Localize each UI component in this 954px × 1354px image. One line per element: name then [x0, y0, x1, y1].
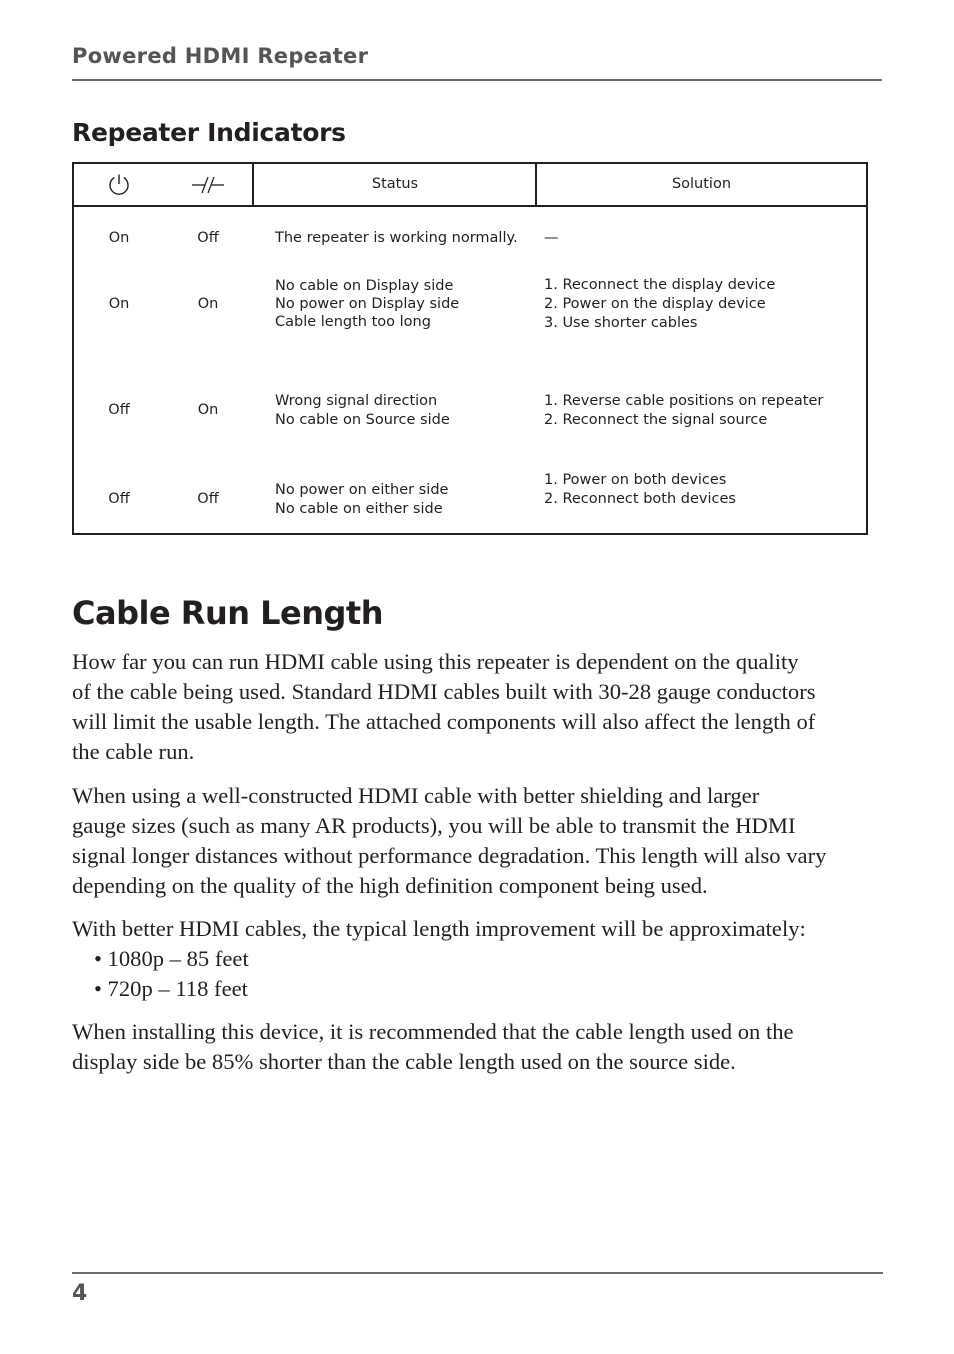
text-line: will limit the usable length. The attached components will also affect the length of — [72, 709, 816, 734]
text-line: How far you can run HDMI cable using this repeater is dependent on the quality — [72, 649, 799, 674]
solution-line: 3. Use shorter cables — [544, 315, 698, 331]
running-header: Powered HDMI Repeater — [72, 44, 369, 68]
header-rule — [72, 79, 882, 81]
link-state: Off — [197, 491, 219, 507]
power-state: Off — [108, 402, 130, 418]
solution-line: 1. Reconnect the display device — [544, 277, 776, 293]
indicator-table — [72, 162, 868, 535]
page-heading: Cable Run Length — [72, 594, 383, 632]
solution-line: — — [544, 230, 559, 246]
text-line: When using a well-constructed HDMI cable with better shielding and larger — [72, 783, 760, 808]
text-line: gauge sizes (such as many AR products), you will be able to transmit the HDMI — [72, 813, 796, 838]
list-item: • 720p – 118 feet — [94, 976, 248, 1001]
status-line: No cable on Display side — [275, 278, 454, 294]
solution-header: Solution — [671, 176, 732, 192]
status-line: No power on either side — [275, 482, 449, 498]
link-state: On — [197, 402, 219, 418]
status-header: Status — [371, 176, 419, 192]
text-line: the cable run. — [72, 739, 195, 764]
footer-rule — [72, 1272, 883, 1274]
solution-line: 2. Reconnect the signal source — [544, 412, 768, 428]
link-status-icon — [163, 164, 253, 205]
power-state: On — [108, 296, 130, 312]
section-heading: Repeater Indicators — [72, 118, 346, 147]
status-line: Cable length too long — [275, 314, 431, 330]
solution-line: 1. Reverse cable positions on repeater — [544, 393, 824, 409]
solution-line: 2. Power on the display device — [544, 296, 766, 312]
text-line: With better HDMI cables, the typical length improvement will be approximately: — [72, 916, 806, 941]
text-line: depending on the quality of the high definition component being used. — [72, 873, 708, 898]
status-line: Wrong signal direction — [275, 393, 438, 409]
solution-line: 2. Reconnect both devices — [544, 491, 736, 507]
power-state: Off — [108, 491, 130, 507]
solution-line: 1. Power on both devices — [544, 472, 727, 488]
status-line: No cable on either side — [275, 501, 443, 517]
power-state: On — [108, 230, 130, 246]
list-item: • 1080p – 85 feet — [94, 946, 249, 971]
power-icon — [74, 164, 163, 205]
status-line: No cable on Source side — [275, 412, 450, 428]
status-line: No power on Display side — [275, 296, 460, 312]
link-state: On — [197, 296, 219, 312]
page-number: 4 — [72, 1281, 88, 1306]
status-line: The repeater is working normally. — [275, 230, 518, 246]
text-line: signal longer distances without performance degradation. This length will also vary — [72, 843, 827, 868]
text-line: When installing this device, it is recommended that the cable length used on the — [72, 1019, 794, 1044]
text-line: display side be 85% shorter than the cable length used on the source side. — [72, 1049, 736, 1074]
link-state: Off — [197, 230, 219, 246]
text-line: of the cable being used. Standard HDMI cables built with 30-28 gauge conductors — [72, 679, 816, 704]
table-header-row — [74, 164, 866, 207]
